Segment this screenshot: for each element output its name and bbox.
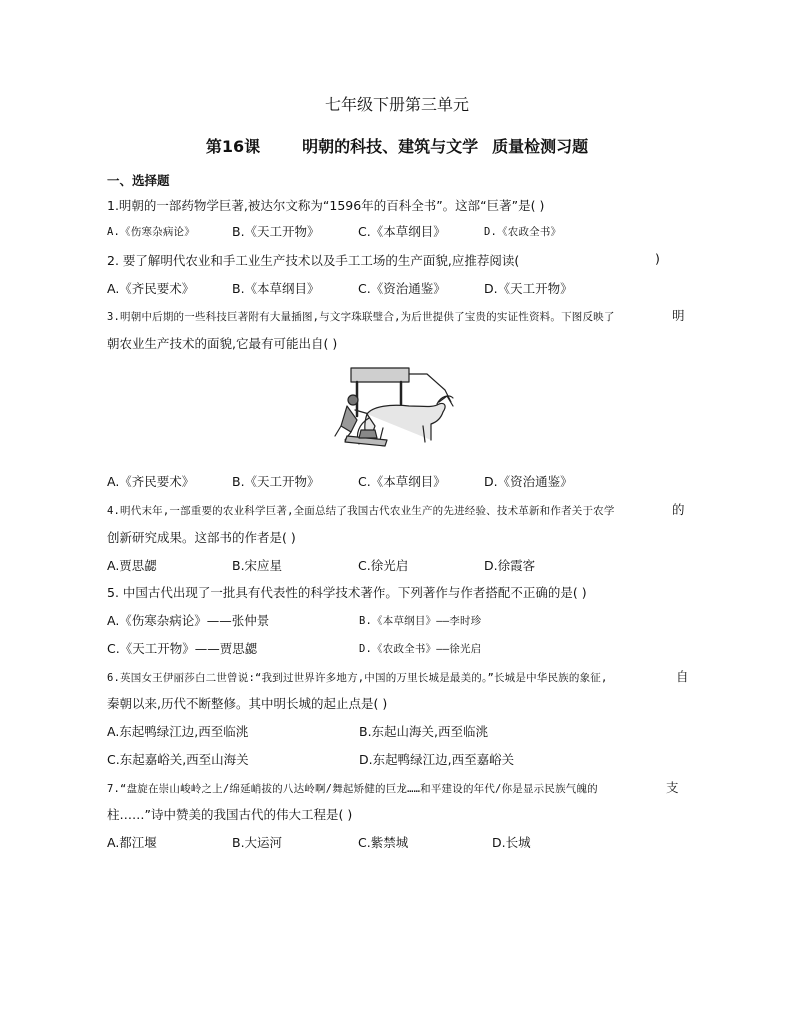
question-2-paren: ): [655, 251, 660, 266]
unit-title: 七年级下册第三单元: [324, 95, 469, 114]
q1-option-a: A.《伤寒杂病论》: [107, 226, 195, 238]
question-4-stem-line1: 4.明代末年,一部重要的农业科学巨著,全面总结了我国古代农业生产的先进经验、技术革新和作者关于农学: [107, 505, 615, 517]
q6-option-a: A.东起鸭绿江边,西至临洮: [107, 724, 249, 739]
q7-option-d: D.长城: [492, 835, 531, 850]
q2-option-c: C.《资治通鉴》: [358, 281, 446, 296]
q4-option-b: B.宋应星: [232, 558, 283, 573]
question-4-stem-line2: 创新研究成果。这部书的作者是( ): [107, 530, 296, 545]
q3-option-a: A.《齐民要术》: [107, 474, 195, 489]
q6-option-b: B.东起山海关,西至临洮: [359, 724, 489, 739]
q7-option-c: C.紫禁城: [358, 835, 409, 850]
lesson-title: [0, 134, 794, 157]
question-5-stem: 5. 中国古代出现了一批具有代表性的科学技术著作。下列著作与作者搭配不正确的是( ): [107, 585, 587, 600]
q3-option-c: C.《本草纲目》: [358, 474, 446, 489]
lesson-suffix: 质量检测习题: [492, 137, 589, 156]
q4-option-d: D.徐霞客: [484, 558, 536, 573]
lesson-name: 明朝的科技、建筑与文学: [302, 137, 479, 156]
question-7-stem-line2: 柱……”诗中赞美的我国古代的伟大工程是( ): [107, 807, 353, 822]
farmer-ox-plowing-illustration: [327, 366, 467, 458]
q5-option-c: C.《天工开物》——贾思勰: [107, 641, 258, 656]
q1-option-c: C.《本草纲目》: [358, 224, 446, 239]
question-6-stem-line2: 秦朝以来,历代不断整修。其中明长城的起止点是( ): [107, 696, 388, 711]
question-6-stem-line1: 6.英国女王伊丽莎白二世曾说:“我到过世界许多地方,中国的万里长城是最美的。”长城是中华民族的象征,: [107, 672, 608, 684]
question-3-stem-tail: 明: [672, 308, 685, 323]
q7-option-b: B.大运河: [232, 835, 283, 850]
q2-option-a: A.《齐民要术》: [107, 281, 195, 296]
q6-option-d: D.东起鸭绿江边,西至嘉峪关: [359, 752, 515, 767]
question-6-stem-tail: 自: [676, 669, 689, 684]
q4-option-c: C.徐光启: [358, 558, 409, 573]
q7-option-a: A.都江堰: [107, 835, 157, 850]
q1-option-b: B.《天工开物》: [232, 224, 320, 239]
section-heading: 一、选择题: [107, 173, 170, 188]
question-7-stem-tail: 支: [666, 780, 679, 795]
question-7-stem-line1: 7.“盘旋在崇山峻岭之上/绵延峭拔的八达岭啊/舞起矫健的巨龙……和平建设的年代/你是显示民族气魄的: [107, 783, 598, 795]
q2-option-d: D.《天工开物》: [484, 281, 573, 296]
q5-option-b: B.《本草纲目》——李时珍: [359, 615, 482, 627]
q3-option-b: B.《天工开物》: [232, 474, 320, 489]
q2-option-b: B.《本草纲目》: [232, 281, 320, 296]
q5-option-d: D.《农政全书》——徐光启: [359, 643, 482, 655]
question-4-stem-tail: 的: [672, 502, 685, 517]
q5-option-a: A.《伤寒杂病论》——张仲景: [107, 613, 270, 628]
question-3-stem-line2: 朝农业生产技术的面貌,它最有可能出自( ): [107, 336, 338, 351]
question-3-stem-line1: 3.明朝中后期的一些科技巨著附有大量插图,与文字珠联璧合,为后世提供了宝贵的实证性资料。下图反映了: [107, 311, 615, 323]
lesson-number: 第16课: [205, 137, 261, 156]
question-2-stem: 2. 要了解明代农业和手工业生产技术以及手工工场的生产面貌,应推荐阅读(: [107, 253, 520, 268]
q6-option-c: C.东起嘉峪关,西至山海关: [107, 752, 249, 767]
q4-option-a: A.贾思勰: [107, 558, 157, 573]
question-1-stem: 1.明朝的一部药物学巨著,被达尔文称为“1596年的百科全书”。这部“巨著”是( ): [107, 198, 545, 213]
q1-option-d: D.《农政全书》: [484, 226, 562, 238]
q3-option-d: D.《资治通鉴》: [484, 474, 573, 489]
